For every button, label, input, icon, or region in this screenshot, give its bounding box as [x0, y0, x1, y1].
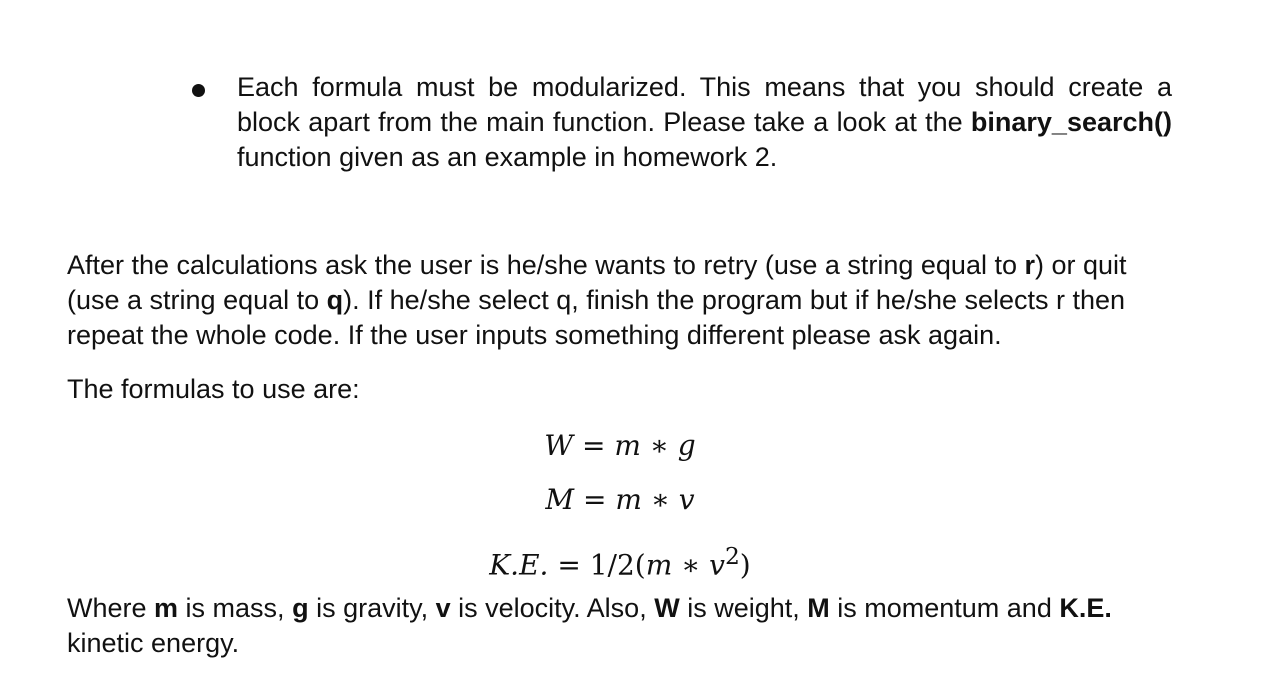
momentum-formula: M = m ∗ v — [545, 483, 695, 516]
retry-instructions-paragraph: After the calculations ask the user is he/she wants to retry (use a string equal to r) or quit (use a string equal to q). If he/she select q, finish the program but if he/she selects r then repeat the whole code. If the user inputs something different please ask again. — [67, 250, 1127, 350]
kinetic-energy-formula: K.E. = 1/2(m ∗ $v^2$) — [489, 542, 751, 582]
weight-formula: W = m ∗ g — [544, 429, 696, 462]
function-name: binary_search() — [970, 107, 1172, 137]
bullet-icon — [192, 84, 205, 97]
variables-definition-paragraph: Where m is mass, g is gravity, v is velocity. Also, W is weight, M is momentum and K.E. kinetic energy. — [67, 593, 1112, 658]
formulas-intro: The formulas to use are: — [67, 374, 360, 404]
bullet-text: Each formula must be modularized. This means that you should create a block apart from the main function. Please take a look at the binary_search() function given as an example in homework 2. — [237, 72, 1172, 172]
